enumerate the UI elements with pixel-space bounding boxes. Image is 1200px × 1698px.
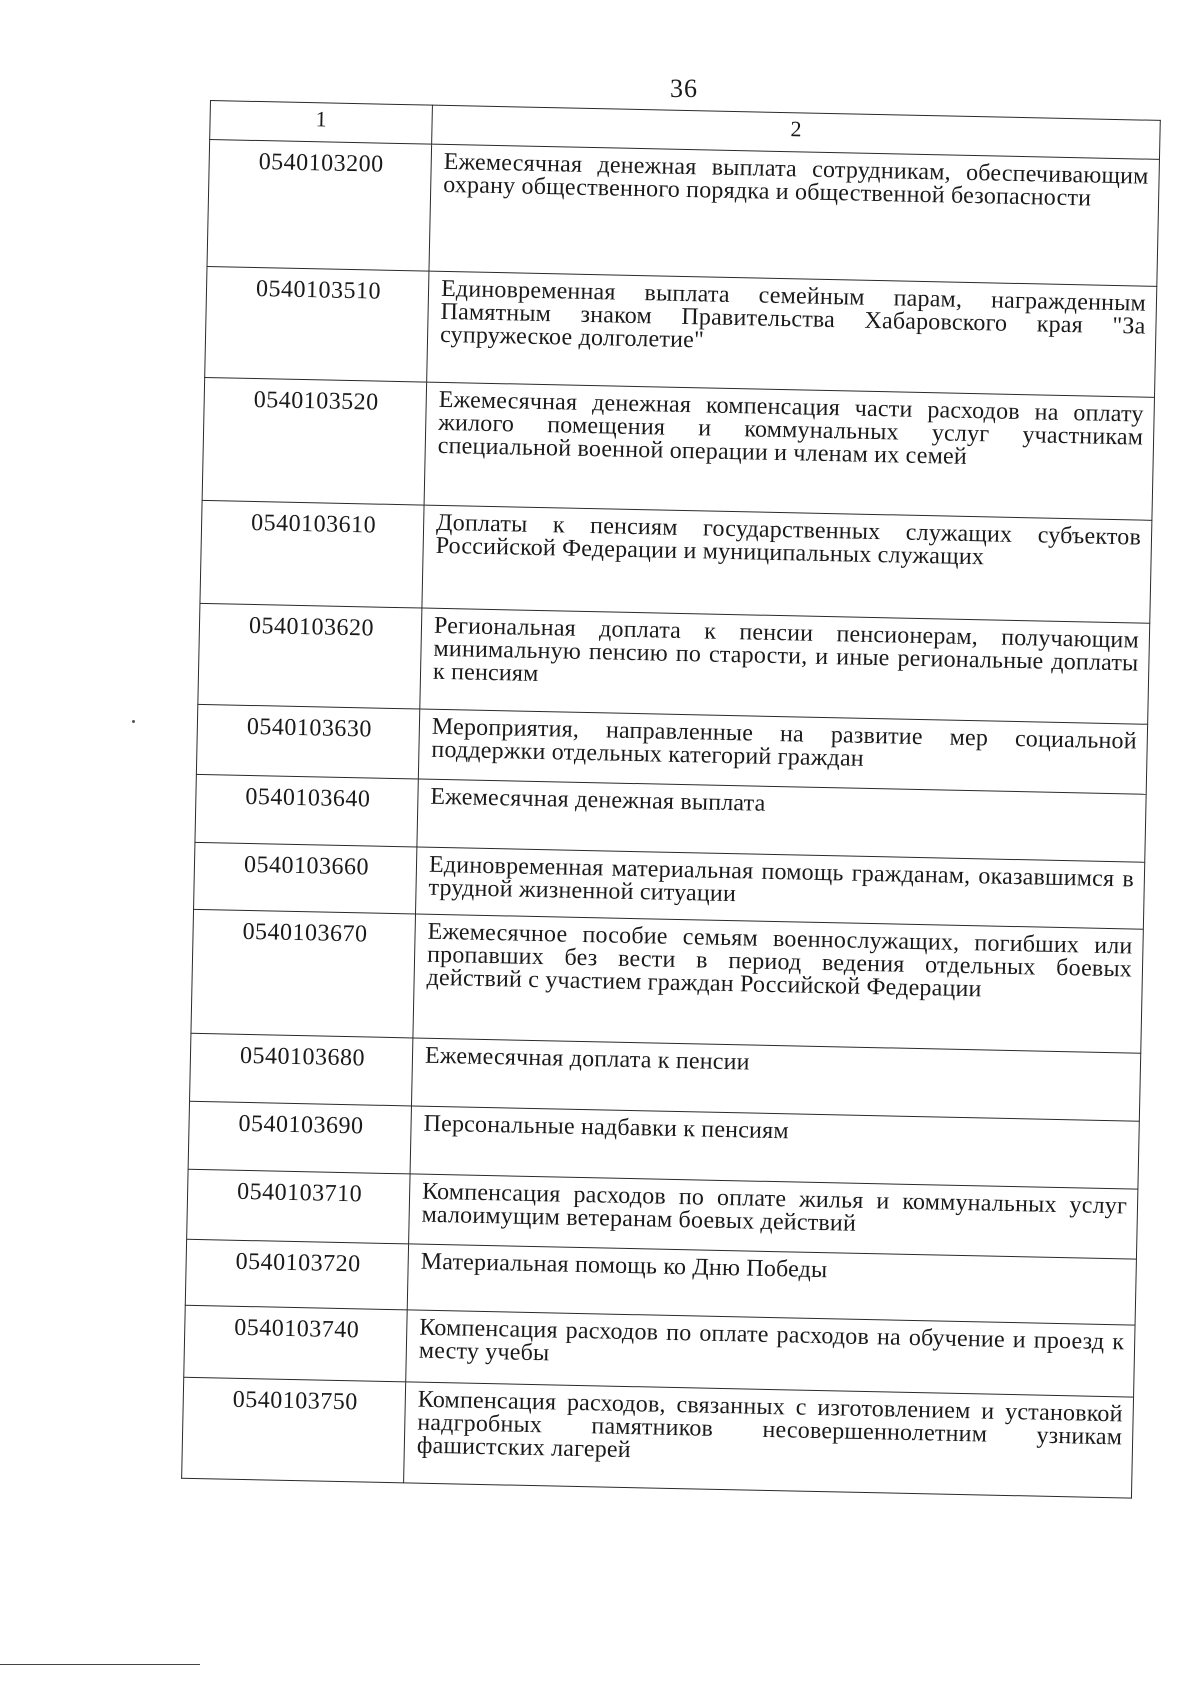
expenditure-description-cell: Материальная помощь ко Дню Победы xyxy=(407,1244,1136,1325)
table-row xyxy=(200,500,1152,623)
column-header-2: 2 xyxy=(432,105,1161,159)
budget-code-cell: 0540103680 xyxy=(190,1033,413,1106)
page-number: 36 xyxy=(670,74,698,103)
budget-code-cell: 0540103660 xyxy=(194,842,417,914)
expenditure-description-cell: Мероприятия, направленные на развитие мер социальной поддержки отдельных категорий граждан xyxy=(418,709,1147,794)
expenditure-description-cell: Ежемесячное пособие семьям военнослужащих, погибших или пропавших без вести в период ведения отдельных боевых действий с участием граждан Российской Федерации xyxy=(413,914,1143,1053)
expenditure-description-cell: Ежемесячная денежная выплата xyxy=(417,779,1146,862)
expenditure-description-cell: Компенсация расходов, связанных с изготовлением и установкой надгробных памятников несовершеннолетним узникам фашистских лагерей xyxy=(404,1382,1134,1498)
budget-code-cell: 0540103620 xyxy=(198,603,422,709)
budget-code-cell: 0540103720 xyxy=(185,1239,408,1310)
footnote-separator-line xyxy=(0,1664,200,1665)
column-header-1: 1 xyxy=(210,101,433,145)
budget-code-cell: 0540103200 xyxy=(207,140,432,272)
budget-code-cell: 0540103690 xyxy=(188,1101,411,1174)
budget-code-cell: 0540103640 xyxy=(195,774,418,847)
budget-code-cell: 0540103630 xyxy=(196,704,419,779)
table-row xyxy=(182,1377,1134,1498)
table-row xyxy=(198,603,1150,724)
budget-code-cell: 0540103510 xyxy=(205,266,429,382)
expenditure-description-cell: Доплаты к пенсиям государственных служащих субъектов Российской Федерации и муниципальных служащих xyxy=(422,505,1152,623)
expenditure-description-cell: Компенсация расходов по оплате жилья и коммунальных услуг малоимущим ветеранам боевых действий xyxy=(409,1174,1138,1259)
expenditure-description-cell: Ежемесячная доплата к пенсии xyxy=(411,1038,1140,1121)
expenditure-description-cell: Ежемесячная денежная выплата сотрудникам, обеспечивающим охрану общественного порядка и общественной безопасности xyxy=(429,144,1160,286)
budget-code-table xyxy=(181,100,1161,1499)
table-row xyxy=(202,377,1154,520)
budget-code-cell: 0540103610 xyxy=(200,500,424,608)
expenditure-description-cell: Ежемесячная денежная компенсация части расходов на оплату жилого помещения и коммунальных услуг участникам специальной военной операции и членам их семей xyxy=(424,382,1154,520)
table-row xyxy=(207,140,1159,287)
table-row xyxy=(191,909,1143,1053)
table-row xyxy=(205,266,1157,397)
expenditure-description-cell: Региональная доплата к пенсии пенсионерам, получающим минимальную пенсию по старости, и иные региональные доплаты к пенсиям xyxy=(420,608,1150,724)
budget-code-cell: 0540103750 xyxy=(182,1377,406,1483)
scan-speck xyxy=(132,720,135,723)
expenditure-description-cell: Персональные надбавки к пенсиям xyxy=(410,1106,1139,1189)
budget-code-cell: 0540103520 xyxy=(202,377,427,505)
expenditure-description-cell: Компенсация расходов по оплате расходов на обучение и проезд к месту учебы xyxy=(406,1310,1135,1397)
budget-code-cell: 0540103740 xyxy=(184,1305,407,1382)
budget-code-cell: 0540103710 xyxy=(187,1169,410,1244)
expenditure-description-cell: Единовременная выплата семейным парам, награжденным Памятным знаком Правительства Хабаровского края "За супружеское долголетие" xyxy=(427,271,1157,397)
expenditure-description-cell: Единовременная материальная помощь гражданам, оказавшимся в трудной жизненной ситуации xyxy=(415,847,1144,929)
budget-code-cell: 0540103670 xyxy=(191,909,416,1038)
